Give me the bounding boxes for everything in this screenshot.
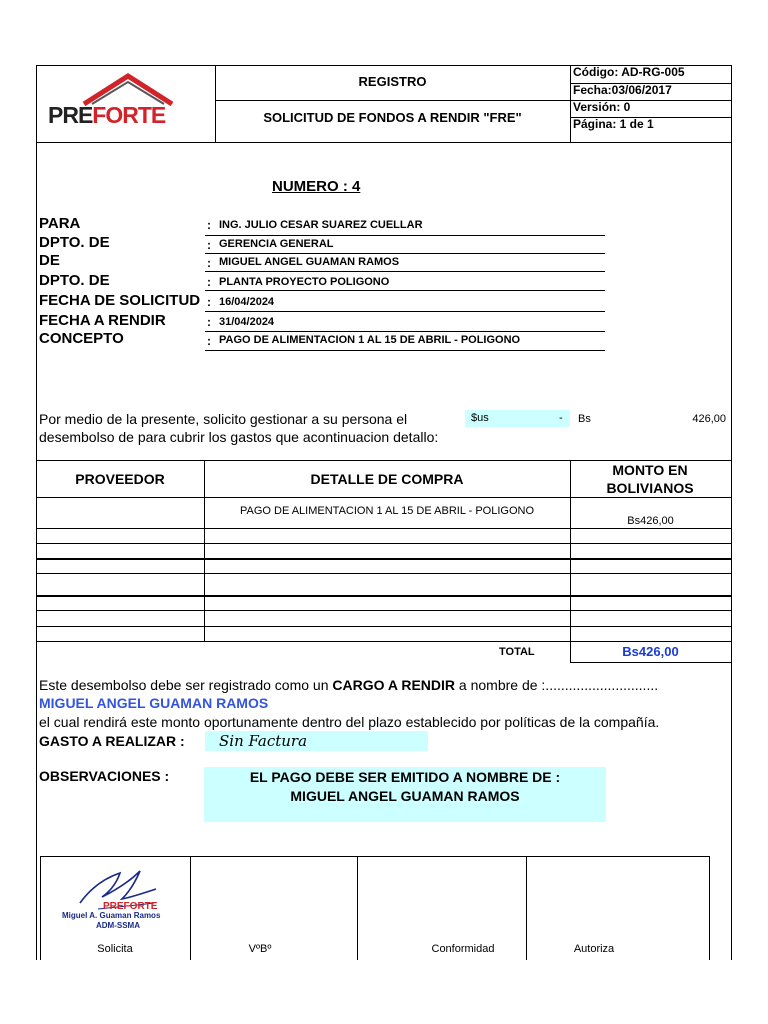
field-label: PARA (39, 215, 81, 232)
stamp-role: ADM-SSMA (96, 921, 140, 930)
field-colon: : (207, 238, 211, 252)
total-value: Bs426,00 (622, 644, 679, 659)
cargo-text-bold: CARGO A RENDIR (332, 677, 456, 693)
field-label: FECHA A RENDIR (39, 312, 166, 329)
header-divider (215, 100, 570, 101)
field-label: CONCEPTO (39, 330, 124, 347)
field-value: GERENCIA GENERAL (219, 238, 334, 250)
field-value: PAGO DE ALIMENTACION 1 AL 15 DE ABRIL - POLIGONO (219, 334, 521, 346)
doc-type: REGISTRO (358, 74, 427, 89)
logo-text-forte: FORTE (92, 102, 166, 128)
field-underline (205, 331, 605, 332)
bs-value: 426,00 (692, 413, 726, 425)
frame-left-border (36, 65, 37, 960)
gasto-box (205, 731, 428, 751)
signature-label-autoriza: Autoriza (573, 943, 615, 955)
observaciones-line1: EL PAGO DEBE SER EMITIDO A NOMBRE DE : (249, 769, 561, 785)
table-line (36, 573, 731, 574)
request-text-line2: desembolso de para cubrir los gastos que acontinuacion detallo: (39, 429, 439, 445)
stamp-name: Miguel A. Guaman Ramos (62, 911, 161, 920)
cargo-text-post: a nombre de :............................. (455, 677, 659, 693)
field-underline (205, 311, 605, 312)
usd-label: $us (471, 412, 489, 424)
usd-box (465, 410, 570, 427)
table-line (36, 610, 731, 611)
company-logo (46, 70, 206, 132)
request-number: NUMERO : 4 (272, 178, 361, 195)
table-line (36, 543, 731, 544)
table-header-detalle: DETALLE DE COMPRA (310, 471, 464, 487)
field-underline (205, 271, 605, 272)
beneficiary-name: MIGUEL ANGEL GUAMAN RAMOS (39, 695, 269, 711)
gasto-value: Sin Factura (219, 732, 308, 750)
header-divider (570, 65, 571, 142)
cargo-text (39, 677, 658, 693)
observaciones-box (204, 767, 606, 822)
table-col-divider (570, 460, 571, 662)
doc-version: Versión: 0 (573, 100, 631, 114)
field-colon: : (207, 256, 211, 270)
signature-box-top (40, 856, 709, 857)
table-line (36, 558, 731, 560)
table-line (36, 497, 731, 498)
frame-right-border (731, 65, 732, 960)
observaciones-line2: MIGUEL ANGEL GUAMAN RAMOS (290, 788, 520, 804)
bs-label: Bs (578, 413, 591, 425)
table-row-detail: PAGO DE ALIMENTACION 1 AL 15 DE ABRIL - POLIGONO (239, 505, 535, 517)
table-line (36, 641, 731, 642)
table-line (36, 626, 731, 627)
stamp-logo: PREFORTE (103, 901, 158, 912)
logo-text-pre: PRE (48, 102, 93, 128)
signature-label-vobo: VºBº (248, 943, 272, 955)
table-col-divider (204, 460, 205, 641)
field-value: 16/04/2024 (219, 296, 275, 308)
field-underline (205, 350, 605, 351)
field-label: DPTO. DE (39, 234, 110, 251)
signature-label-conformidad: Conformidad (431, 943, 495, 955)
doc-page: Página: 1 de 1 (573, 117, 654, 131)
field-colon: : (207, 334, 211, 348)
field-value: MIGUEL ANGEL GUAMAN RAMOS (219, 256, 400, 268)
field-value: 31/04/2024 (219, 316, 275, 328)
field-colon: : (207, 218, 211, 232)
table-header-monto: MONTO EN BOLIVIANOS (606, 462, 694, 496)
usd-value: - (559, 412, 563, 424)
field-colon: : (207, 315, 211, 329)
header-bottom-border (36, 142, 731, 143)
field-label: DPTO. DE (39, 272, 110, 289)
signature-stamp (58, 863, 176, 933)
table-line (36, 595, 731, 597)
field-value: ING. JULIO CESAR SUAREZ CUELLAR (219, 219, 423, 231)
request-text-line1: Por medio de la presente, solicito gestionar a su persona el (39, 411, 408, 427)
observaciones-label: OBSERVACIONES : (39, 768, 170, 784)
field-label: DE (39, 252, 60, 269)
doc-date: Fecha:03/06/2017 (573, 83, 672, 97)
cargo-text-pre: Este desembolso debe ser registrado como un (39, 677, 333, 693)
field-label: FECHA DE SOLICITUD (39, 292, 201, 309)
signature-label-solicita: Solicita (97, 943, 133, 955)
table-header-proveedor: PROVEEDOR (75, 471, 165, 487)
field-underline (205, 290, 605, 291)
doc-title: SOLICITUD DE FONDOS A RENDIR "FRE" (263, 110, 522, 125)
total-box-bottom (570, 662, 731, 663)
gasto-label: GASTO A REALIZAR : (39, 733, 185, 749)
rendira-text: el cual rendirá este monto oportunamente dentro del plazo establecido por políticas de la compañía. (39, 714, 660, 730)
total-label: TOTAL (499, 646, 535, 658)
doc-code: Código: AD-RG-005 (573, 65, 685, 79)
table-row-amount: Bs426,00 (627, 515, 674, 527)
field-colon: : (207, 275, 211, 289)
field-underline (205, 253, 605, 254)
table-line (36, 528, 731, 529)
signature-divider (709, 856, 710, 960)
field-value: PLANTA PROYECTO POLIGONO (219, 276, 390, 288)
field-underline (205, 235, 605, 236)
field-colon: : (207, 295, 211, 309)
